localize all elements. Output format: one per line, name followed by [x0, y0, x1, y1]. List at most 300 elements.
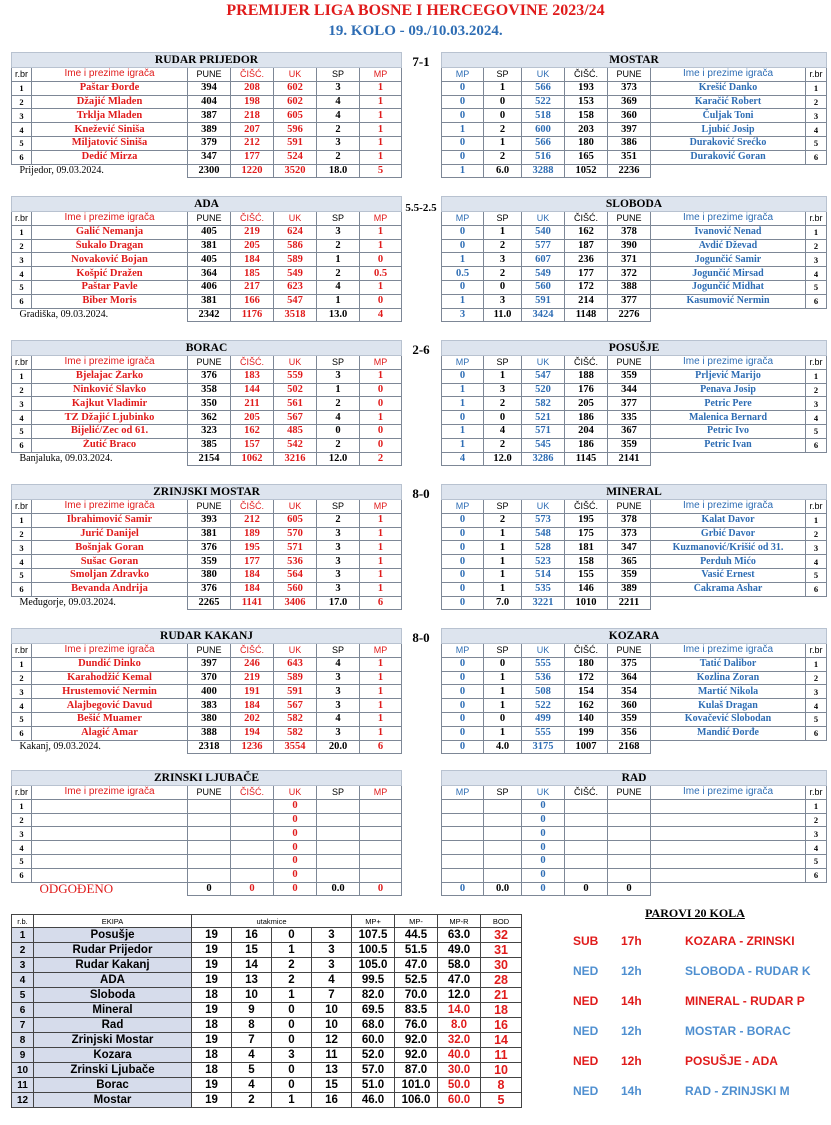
home-player-sp: 3 [317, 369, 360, 383]
away-player-mp: 1 [442, 294, 484, 308]
home-player-sp: 3 [317, 568, 360, 582]
home-player-row [12, 294, 402, 308]
standings-losses: 11 [312, 1048, 352, 1063]
away-col-sp: SP [484, 644, 522, 658]
away-player-pune: 377 [608, 294, 651, 308]
away-player-pune: 397 [608, 123, 651, 137]
standings-team: Mineral [34, 1003, 192, 1018]
home-player-name: Ninković Slavko [32, 383, 188, 397]
away-player-row [442, 411, 827, 425]
away-player-mp [442, 827, 484, 841]
home-player-rb: 2 [12, 527, 32, 541]
standings-rank: 10 [12, 1063, 34, 1078]
away-player-rb: 4 [806, 411, 827, 425]
away-player-mp: 0 [442, 726, 484, 740]
standings-losses: 7 [312, 988, 352, 1003]
away-total-pune: 2211 [608, 596, 651, 610]
pair-day: NED [573, 1084, 599, 1098]
home-player-cisc: 177 [231, 555, 274, 569]
away-player-cisc: 180 [565, 657, 608, 671]
away-col-ci: ČIŠĆ. [565, 644, 608, 658]
standings-team: Borac [34, 1078, 192, 1093]
home-col-ci: ČIŠĆ. [231, 500, 274, 514]
away-col-mp: MP [442, 356, 484, 370]
away-player-cisc [565, 813, 608, 827]
home-player-cisc: 219 [231, 225, 274, 239]
away-player-pune: 375 [608, 657, 651, 671]
pair-match: POSUŠJE - ADA [685, 1054, 778, 1068]
home-player-uk: 582 [274, 712, 317, 726]
away-player-sp: 1 [484, 527, 522, 541]
away-player-mp: 0 [442, 712, 484, 726]
home-total-row [12, 740, 402, 754]
home-player-name [32, 841, 188, 855]
standings-rank: 12 [12, 1093, 34, 1108]
home-player-pune: 394 [188, 81, 231, 95]
next-round-pairs [545, 906, 825, 1098]
away-player-name [651, 827, 806, 841]
away-player-name: Kalat Davor [651, 513, 806, 527]
away-player-mp: 0 [442, 81, 484, 95]
away-player-pune: 390 [608, 239, 651, 253]
home-col-rb: r.br [12, 786, 32, 800]
home-player-rb: 6 [12, 868, 32, 882]
away-player-sp: 3 [484, 294, 522, 308]
home-player-rb: 2 [12, 671, 32, 685]
home-player-mp: 0 [360, 383, 402, 397]
home-player-sp: 4 [317, 657, 360, 671]
standings-draws: 0 [272, 1078, 312, 1093]
home-player-uk: 0 [274, 813, 317, 827]
home-player-name: Sušac Goran [32, 555, 188, 569]
standings-played: 19 [192, 1093, 232, 1108]
away-player-row [442, 123, 827, 137]
standings-mp-plus: 100.5 [352, 943, 395, 958]
standings-draws: 0 [272, 1018, 312, 1033]
away-player-rb: 5 [806, 280, 827, 294]
away-team-table [441, 628, 826, 754]
standings-draws: 3 [272, 1048, 312, 1063]
pair-match: SLOBODA - RUDAR K [685, 964, 811, 978]
standings-wins: 16 [232, 928, 272, 943]
away-player-name: Malenica Bernard [651, 411, 806, 425]
away-table [441, 196, 827, 322]
home-player-name: Novaković Bojan [32, 253, 188, 267]
home-player-rb: 4 [12, 555, 32, 569]
home-player-name [32, 868, 188, 882]
home-player-cisc: 198 [231, 95, 274, 109]
away-table [441, 770, 827, 896]
away-player-row [442, 225, 827, 239]
home-player-name: Paštar Pavle [32, 280, 188, 294]
home-player-uk: 586 [274, 239, 317, 253]
home-player-pune: 389 [188, 123, 231, 137]
pair-time: 14h [621, 994, 642, 1008]
home-col-ci: ČIŠĆ. [231, 212, 274, 226]
standings-points: 21 [481, 988, 522, 1003]
away-player-uk: 577 [522, 239, 565, 253]
home-player-name: Dedić Mirza [32, 150, 188, 164]
away-team-name: MOSTAR [442, 53, 827, 68]
away-player-cisc: 180 [565, 136, 608, 150]
away-total-spacer [651, 596, 827, 610]
away-col-ci: ČIŠĆ. [565, 212, 608, 226]
home-player-mp [360, 799, 402, 813]
home-player-pune: 404 [188, 95, 231, 109]
away-player-uk: 520 [522, 383, 565, 397]
standings-losses: 4 [312, 973, 352, 988]
home-player-cisc: 162 [231, 424, 274, 438]
away-player-rb: 2 [806, 527, 827, 541]
home-player-uk: 567 [274, 699, 317, 713]
away-player-cisc [565, 799, 608, 813]
away-player-mp [442, 868, 484, 882]
away-player-cisc: 146 [565, 582, 608, 596]
home-total-sp: 20.0 [317, 740, 360, 754]
away-total-mp: 0 [442, 596, 484, 610]
home-total-row [12, 164, 402, 178]
home-col-sp: SP [317, 212, 360, 226]
home-player-cisc: 218 [231, 109, 274, 123]
home-player-pune [188, 841, 231, 855]
home-player-row [12, 109, 402, 123]
away-player-name: Martić Nikola [651, 685, 806, 699]
home-table [11, 628, 402, 754]
home-total-uk: 3554 [274, 740, 317, 754]
home-player-sp: 2 [317, 397, 360, 411]
away-player-cisc: 195 [565, 513, 608, 527]
away-total-mp: 0 [442, 740, 484, 754]
home-player-rb: 2 [12, 239, 32, 253]
away-player-mp: 1 [442, 383, 484, 397]
away-player-uk: 518 [522, 109, 565, 123]
away-player-cisc [565, 868, 608, 882]
away-player-sp: 4 [484, 424, 522, 438]
home-player-rb: 4 [12, 841, 32, 855]
home-player-rb: 1 [12, 225, 32, 239]
home-player-sp: 4 [317, 411, 360, 425]
standings-played: 19 [192, 958, 232, 973]
home-player-sp: 0 [317, 424, 360, 438]
away-player-row [442, 253, 827, 267]
home-col-sp: SP [317, 786, 360, 800]
home-col-ci: ČIŠĆ. [231, 356, 274, 370]
away-player-mp: 0 [442, 280, 484, 294]
away-player-pune: 344 [608, 383, 651, 397]
away-player-row [442, 685, 827, 699]
home-player-cisc: 184 [231, 568, 274, 582]
home-player-cisc: 195 [231, 541, 274, 555]
standings-wins: 9 [232, 1003, 272, 1018]
home-player-uk: 0 [274, 854, 317, 868]
standings-losses: 10 [312, 1018, 352, 1033]
away-player-uk: 607 [522, 253, 565, 267]
away-player-mp: 0 [442, 513, 484, 527]
home-player-uk: 591 [274, 136, 317, 150]
away-total-sp: 11.0 [484, 308, 522, 322]
standings-mp-r: 63.0 [438, 928, 481, 943]
home-player-row [12, 726, 402, 740]
standings-mp-r: 32.0 [438, 1033, 481, 1048]
home-player-name: Košpić Dražen [32, 267, 188, 281]
away-total-row [442, 308, 827, 322]
home-player-cisc: 157 [231, 438, 274, 452]
home-player-uk: 0 [274, 841, 317, 855]
home-player-rb: 4 [12, 411, 32, 425]
away-player-pune: 369 [608, 95, 651, 109]
away-player-name: Jogunčić Samir [651, 253, 806, 267]
home-player-name: Bevanda Andrija [32, 582, 188, 596]
home-player-rb: 5 [12, 568, 32, 582]
standings-mp-r: 50.0 [438, 1078, 481, 1093]
away-player-row [442, 369, 827, 383]
home-col-pu: PUNE [188, 786, 231, 800]
home-player-name: Knežević Siniša [32, 123, 188, 137]
away-player-mp: 0 [442, 411, 484, 425]
home-total-pune: 2265 [188, 596, 231, 610]
home-total-row [12, 596, 402, 610]
home-player-row [12, 239, 402, 253]
home-player-cisc: 184 [231, 699, 274, 713]
away-player-cisc: 165 [565, 150, 608, 164]
away-player-mp: 0 [442, 150, 484, 164]
standings-mp-minus: 52.5 [395, 973, 438, 988]
away-player-cisc: 155 [565, 568, 608, 582]
home-player-pune: 370 [188, 671, 231, 685]
home-player-pune: 358 [188, 383, 231, 397]
home-player-name [32, 813, 188, 827]
home-player-sp: 2 [317, 438, 360, 452]
home-col-uk: UK [274, 212, 317, 226]
away-column-header [442, 500, 827, 514]
home-total-pune: 0 [188, 882, 231, 896]
away-player-cisc: 186 [565, 438, 608, 452]
standings-points: 8 [481, 1078, 522, 1093]
home-player-pune: 383 [188, 699, 231, 713]
away-player-sp: 2 [484, 150, 522, 164]
home-team-table [11, 770, 401, 896]
home-total-sp: 18.0 [317, 164, 360, 178]
home-player-name: Džajić Mladen [32, 95, 188, 109]
pair-day: NED [573, 964, 599, 978]
away-player-name: Duraković Srećko [651, 136, 806, 150]
standings-mp-minus: 70.0 [395, 988, 438, 1003]
home-player-cisc: 177 [231, 150, 274, 164]
away-col-mp: MP [442, 786, 484, 800]
match-place-date: Međugorje, 09.03.2024. [19, 597, 116, 609]
away-total-pune: 2168 [608, 740, 651, 754]
away-player-row [442, 541, 827, 555]
home-total-mp: 4 [360, 308, 402, 322]
away-player-sp: 1 [484, 568, 522, 582]
away-player-row [442, 699, 827, 713]
away-player-cisc: 193 [565, 81, 608, 95]
pair-time: 17h [621, 934, 642, 948]
away-player-cisc: 175 [565, 527, 608, 541]
home-player-uk: 571 [274, 541, 317, 555]
home-table [11, 52, 402, 178]
away-player-name [651, 854, 806, 868]
away-col-pu: PUNE [608, 68, 651, 82]
home-player-rb: 1 [12, 81, 32, 95]
home-player-pune: 381 [188, 239, 231, 253]
home-player-sp [317, 827, 360, 841]
away-total-sp: 0.0 [484, 882, 522, 896]
away-player-mp: 1 [442, 123, 484, 137]
home-player-uk: 643 [274, 657, 317, 671]
standings-team: Rudar Kakanj [34, 958, 192, 973]
away-player-name: Grbić Davor [651, 527, 806, 541]
home-player-row [12, 123, 402, 137]
pair-match: MINERAL - RUDAR P [685, 994, 805, 1008]
home-total-row [12, 308, 402, 322]
home-col-uk: UK [274, 786, 317, 800]
standings-row [12, 958, 522, 973]
away-col-mp: MP [442, 212, 484, 226]
away-player-row [442, 513, 827, 527]
away-player-uk: 0 [522, 813, 565, 827]
away-player-pune: 359 [608, 712, 651, 726]
home-player-name: Paštar Đorđe [32, 81, 188, 95]
away-total-spacer [651, 164, 827, 178]
home-player-sp [317, 854, 360, 868]
standings-losses: 15 [312, 1078, 352, 1093]
standings-rank: 11 [12, 1078, 34, 1093]
home-player-mp: 0 [360, 253, 402, 267]
home-player-mp: 1 [360, 527, 402, 541]
away-total-cisc: 1145 [565, 452, 608, 466]
away-player-rb: 1 [806, 225, 827, 239]
standings-mp-minus: 51.5 [395, 943, 438, 958]
away-player-pune [608, 841, 651, 855]
home-player-mp: 1 [360, 685, 402, 699]
home-player-rb: 4 [12, 267, 32, 281]
standings-team: Zrinski Ljubače [34, 1063, 192, 1078]
away-total-pune: 2236 [608, 164, 651, 178]
home-player-uk: 542 [274, 438, 317, 452]
standings-rank: 2 [12, 943, 34, 958]
away-player-name: Perduh Mićo [651, 555, 806, 569]
away-player-uk: 499 [522, 712, 565, 726]
home-table [11, 770, 402, 896]
standings-team: Rad [34, 1018, 192, 1033]
home-player-mp: 1 [360, 712, 402, 726]
home-player-pune: 323 [188, 424, 231, 438]
standings-losses: 13 [312, 1063, 352, 1078]
home-player-name: Karahodžić Kemal [32, 671, 188, 685]
away-player-sp: 1 [484, 369, 522, 383]
away-player-uk: 540 [522, 225, 565, 239]
standings-row [12, 1093, 522, 1108]
standings-team: Posušje [34, 928, 192, 943]
pair-time: 14h [621, 1084, 642, 1098]
match-score: 5.5-2.5 [405, 202, 437, 214]
home-player-mp: 0 [360, 294, 402, 308]
home-player-cisc: 212 [231, 513, 274, 527]
home-total-sp: 17.0 [317, 596, 360, 610]
away-player-rb: 2 [806, 95, 827, 109]
home-player-row [12, 95, 402, 109]
home-player-rb: 4 [12, 123, 32, 137]
away-player-cisc [565, 841, 608, 855]
standings-row [12, 928, 522, 943]
away-player-row [442, 267, 827, 281]
away-player-row [442, 81, 827, 95]
standings-mp-plus: 68.0 [352, 1018, 395, 1033]
home-player-sp [317, 799, 360, 813]
away-player-cisc: 236 [565, 253, 608, 267]
home-player-sp [317, 841, 360, 855]
away-total-uk: 3288 [522, 164, 565, 178]
home-total-sp: 13.0 [317, 308, 360, 322]
pair-time: 12h [621, 1054, 642, 1068]
away-player-rb: 5 [806, 712, 827, 726]
away-player-name: Ljubić Josip [651, 123, 806, 137]
home-col-uk: UK [274, 356, 317, 370]
standings-mp-r: 58.0 [438, 958, 481, 973]
home-column-header [12, 212, 402, 226]
away-player-sp: 1 [484, 136, 522, 150]
away-player-rb: 6 [806, 438, 827, 452]
standings-played: 19 [192, 973, 232, 988]
away-team-table [441, 770, 826, 896]
home-col-mp: MP [360, 786, 402, 800]
away-player-row [442, 95, 827, 109]
home-player-uk: 589 [274, 671, 317, 685]
home-total-pune: 2154 [188, 452, 231, 466]
away-player-pune: 356 [608, 726, 651, 740]
away-player-sp: 3 [484, 383, 522, 397]
away-team-name: MINERAL [442, 485, 827, 500]
away-col-mp: MP [442, 68, 484, 82]
standings-draws: 2 [272, 973, 312, 988]
home-player-cisc: 207 [231, 123, 274, 137]
home-total-cisc: 1176 [231, 308, 274, 322]
away-team-row [442, 197, 827, 212]
standings-points: 16 [481, 1018, 522, 1033]
away-player-sp: 1 [484, 699, 522, 713]
match-place-date: ODGOĐENO [39, 882, 114, 896]
home-player-sp: 2 [317, 123, 360, 137]
away-player-mp: 0 [442, 555, 484, 569]
home-player-sp: 3 [317, 527, 360, 541]
away-col-pu: PUNE [608, 644, 651, 658]
away-col-ci: ČIŠĆ. [565, 68, 608, 82]
away-player-cisc: 158 [565, 109, 608, 123]
home-player-rb: 5 [12, 424, 32, 438]
standings-mp-plus: 52.0 [352, 1048, 395, 1063]
away-player-row [442, 568, 827, 582]
standings-rank: 5 [12, 988, 34, 1003]
standings-mp-minus: 106.0 [395, 1093, 438, 1108]
away-total-uk: 3175 [522, 740, 565, 754]
standings-played: 18 [192, 1018, 232, 1033]
away-player-name [651, 841, 806, 855]
away-player-row [442, 799, 827, 813]
away-total-uk: 3424 [522, 308, 565, 322]
home-player-sp: 3 [317, 582, 360, 596]
home-player-pune: 387 [188, 109, 231, 123]
away-player-name: Penava Josip [651, 383, 806, 397]
home-player-pune: 406 [188, 280, 231, 294]
away-table [441, 628, 827, 754]
home-player-sp: 3 [317, 555, 360, 569]
home-player-pune: 397 [188, 657, 231, 671]
away-player-row [442, 813, 827, 827]
home-player-mp: 1 [360, 150, 402, 164]
home-player-row [12, 841, 402, 855]
home-player-rb: 1 [12, 513, 32, 527]
